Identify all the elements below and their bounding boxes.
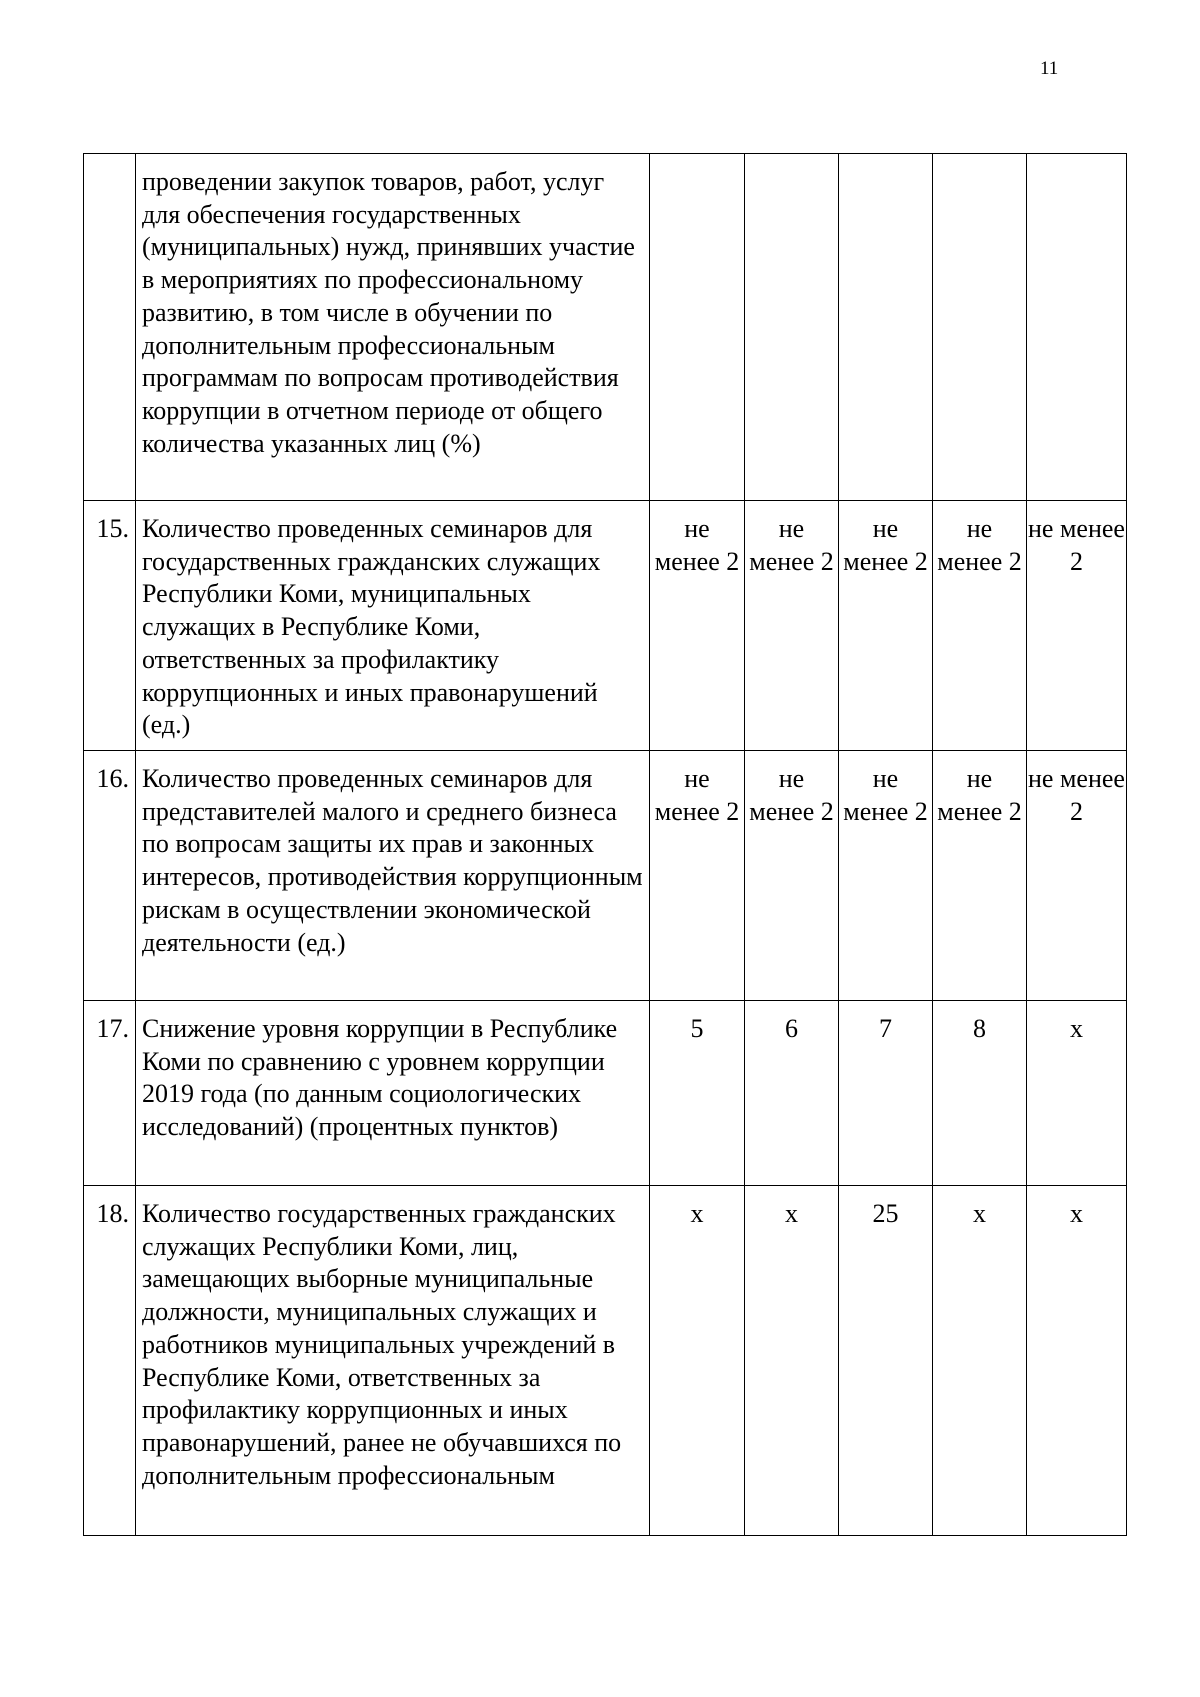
row-value bbox=[933, 154, 1027, 501]
row-value: 6 bbox=[745, 1001, 839, 1186]
row-value: х bbox=[745, 1186, 839, 1536]
row-description: Количество государственных гражданских служащих Республики Коми, лиц, замещающих выборные муниципальные должности, муниципальных служащих и работников муниципальных учреждений в Республике Коми, ответственных за профилактику коррупционных и иных правонарушений, ранее не обучавшихся по дополнительным профессиональным bbox=[136, 1186, 650, 1536]
row-value: 25 bbox=[839, 1186, 933, 1536]
row-value: х bbox=[1027, 1186, 1127, 1536]
row-value: не менее 2 bbox=[933, 751, 1027, 1001]
row-value: 8 bbox=[933, 1001, 1027, 1186]
row-value: 5 bbox=[650, 1001, 745, 1186]
row-value bbox=[1027, 154, 1127, 501]
row-value: не менее 2 bbox=[933, 501, 1027, 751]
row-value: не менее 2 bbox=[650, 751, 745, 1001]
row-description: Количество проведенных семинаров для государственных гражданских служащих Республики Коми, муниципальных служащих в Республике Коми, ответственных за профилактику коррупционных и иных правонарушений (ед.) bbox=[136, 501, 650, 751]
table-row bbox=[84, 1186, 1127, 1536]
row-value bbox=[745, 154, 839, 501]
table-row bbox=[84, 751, 1127, 1001]
row-number bbox=[84, 154, 136, 501]
row-value: х bbox=[650, 1186, 745, 1536]
row-value: не менее 2 bbox=[745, 751, 839, 1001]
row-number: 17. bbox=[84, 1001, 136, 1186]
row-value: не менее 2 bbox=[1027, 751, 1127, 1001]
row-value: не менее 2 bbox=[745, 501, 839, 751]
row-number: 15. bbox=[84, 501, 136, 751]
table-row bbox=[84, 1001, 1127, 1186]
row-value: не менее 2 bbox=[839, 751, 933, 1001]
row-number: 18. bbox=[84, 1186, 136, 1536]
indicators-table bbox=[83, 153, 1127, 1536]
row-value bbox=[839, 154, 933, 501]
row-value: х bbox=[1027, 1001, 1127, 1186]
table-row bbox=[84, 154, 1127, 501]
table-row bbox=[84, 501, 1127, 751]
row-value: не менее 2 bbox=[1027, 501, 1127, 751]
row-value: не менее 2 bbox=[650, 501, 745, 751]
page-number: 11 bbox=[1040, 58, 1059, 79]
row-value: х bbox=[933, 1186, 1027, 1536]
row-value: 7 bbox=[839, 1001, 933, 1186]
row-number: 16. bbox=[84, 751, 136, 1001]
row-description: Снижение уровня коррупции в Республике Коми по сравнению с уровнем коррупции 2019 года (по данным социологических исследований) (процентных пунктов) bbox=[136, 1001, 650, 1186]
row-value: не менее 2 bbox=[839, 501, 933, 751]
row-description: Количество проведенных семинаров для представителей малого и среднего бизнеса по вопросам защиты их прав и законных интересов, противодействия коррупционным рискам в осуществлении экономической деятельности (ед.) bbox=[136, 751, 650, 1001]
row-value bbox=[650, 154, 745, 501]
row-description: проведении закупок товаров, работ, услуг для обеспечения государственных (муниципальных) нужд, принявших участие в мероприятиях по профессиональному развитию, в том числе в обучении по дополнительным профессиональным программам по вопросам противодействия коррупции в отчетном периоде от общего количества указанных лиц (%) bbox=[136, 154, 650, 501]
